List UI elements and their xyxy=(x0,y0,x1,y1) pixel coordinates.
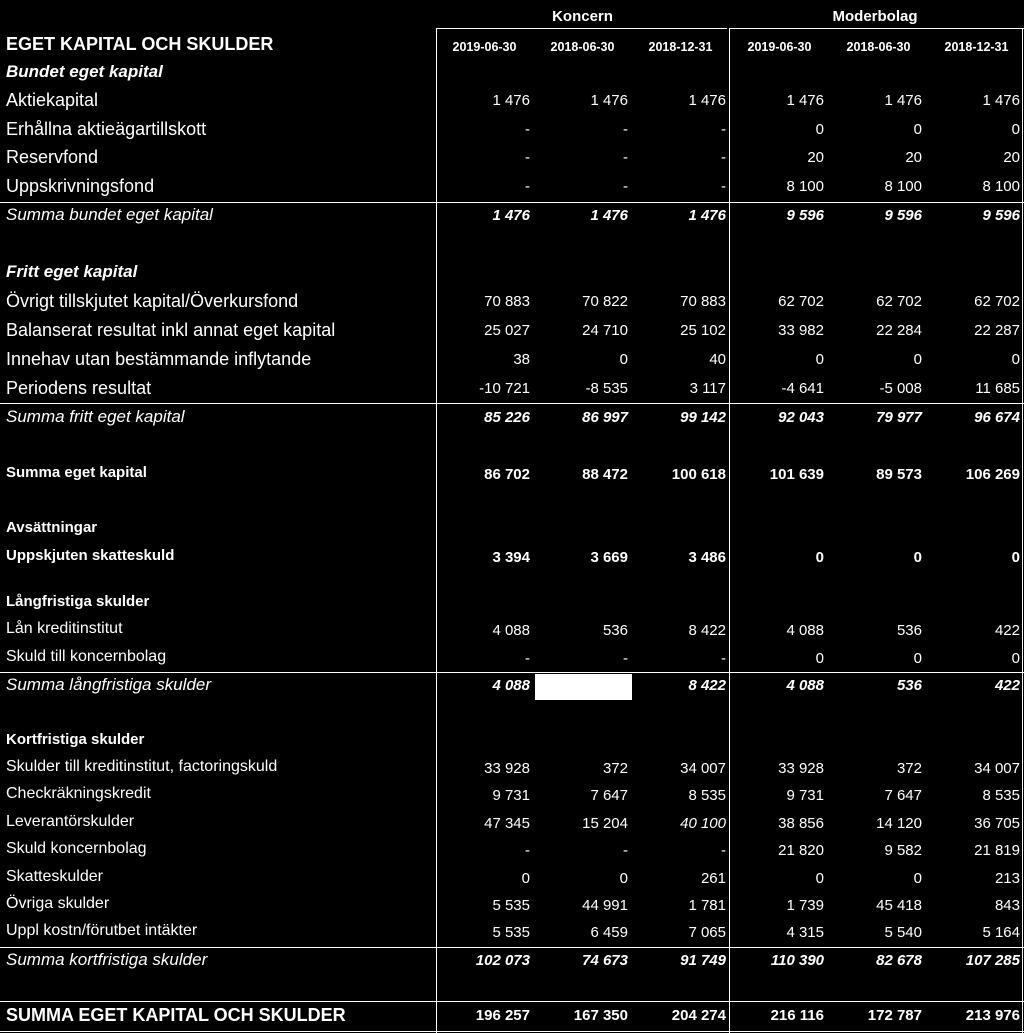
row-label: Kortfristiga skulder xyxy=(6,731,145,748)
row-value: 20 xyxy=(905,149,922,166)
row-value: 44 991 xyxy=(582,897,628,914)
row-value: 96 674 xyxy=(974,409,1020,426)
table-row xyxy=(0,893,1024,919)
row-value: 11 685 xyxy=(975,380,1020,397)
row-value: - xyxy=(721,149,726,166)
row-label: Reservfond xyxy=(6,147,99,167)
row-value: 70 822 xyxy=(582,293,628,310)
row-value: 86 702 xyxy=(484,466,530,483)
row-label: SUMMA EGET KAPITAL OCH SKULDER xyxy=(6,1005,346,1025)
table-row xyxy=(0,318,1024,346)
row-value: 36 705 xyxy=(974,815,1020,832)
table-row xyxy=(0,729,1024,753)
row-value: 213 976 xyxy=(965,1007,1020,1024)
row-value: 1 476 xyxy=(590,207,628,224)
table-title: EGET KAPITAL OCH SKULDER xyxy=(6,34,274,54)
subtotal-rule xyxy=(0,403,1024,404)
row-label: Övriga skulder xyxy=(6,895,110,912)
row-label: Summa långfristiga skulder xyxy=(6,675,212,694)
row-label: Summa kortfristiga skulder xyxy=(6,950,208,969)
row-value: 7 647 xyxy=(590,787,628,804)
grand-total-rule xyxy=(0,1031,1024,1032)
row-value: 33 928 xyxy=(778,760,824,777)
row-value: 85 226 xyxy=(484,409,530,426)
row-value: 536 xyxy=(896,677,922,694)
row-value: 0 xyxy=(815,351,824,368)
row-label: Summa eget kapital xyxy=(6,464,147,481)
row-value: 102 073 xyxy=(475,952,530,969)
row-value: 79 977 xyxy=(876,409,922,426)
row-label: Checkräkningskredit xyxy=(6,785,151,802)
row-value: 106 269 xyxy=(965,466,1020,483)
row-value: 213 xyxy=(994,870,1020,887)
row-value: 8 100 xyxy=(982,178,1020,195)
koncern-header-line xyxy=(437,28,727,29)
row-value: 21 819 xyxy=(974,842,1020,859)
table-row xyxy=(0,920,1024,946)
group-header-koncern: Koncern xyxy=(552,8,613,25)
row-value: 4 315 xyxy=(786,924,824,941)
row-value: 89 573 xyxy=(876,466,922,483)
moderbolag-header-line xyxy=(730,28,1024,29)
row-value: - xyxy=(721,121,726,138)
row-value: - xyxy=(623,121,628,138)
row-value: 20 xyxy=(807,149,824,166)
row-value: 4 088 xyxy=(492,677,530,694)
subtotal-rule xyxy=(0,672,1024,673)
row-value: 0 xyxy=(815,870,824,887)
row-value: 167 350 xyxy=(573,1007,628,1024)
row-value: - xyxy=(721,650,726,667)
row-value: 38 856 xyxy=(778,815,824,832)
table-row xyxy=(0,60,1024,86)
row-value: 20 xyxy=(1003,149,1020,166)
row-value: 21 820 xyxy=(778,842,824,859)
row-value: 8 100 xyxy=(884,178,922,195)
row-value: 0 xyxy=(913,870,922,887)
row-value: - xyxy=(721,178,726,195)
row-value: 4 088 xyxy=(786,677,824,694)
table-row xyxy=(0,783,1024,809)
table-row xyxy=(0,646,1024,672)
row-value: 5 535 xyxy=(492,924,530,941)
date-header-1: 2019-06-30 xyxy=(452,40,517,54)
row-value: 0 xyxy=(619,351,628,368)
row-value: - xyxy=(525,121,530,138)
row-value: 0 xyxy=(1011,549,1020,566)
table-row xyxy=(0,347,1024,375)
row-label: Balanserat resultat inkl annat eget kapital xyxy=(6,320,336,340)
row-value: 0 xyxy=(619,870,628,887)
table-row xyxy=(0,838,1024,864)
row-label: Bundet eget kapital xyxy=(6,62,163,81)
row-value: 372 xyxy=(602,760,628,777)
row-value: 5 540 xyxy=(884,924,922,941)
date-header-4: 2019-06-30 xyxy=(747,40,812,54)
row-value: 422 xyxy=(994,677,1020,694)
row-value: 261 xyxy=(700,870,726,887)
row-value: 0 xyxy=(521,870,530,887)
table-row xyxy=(0,203,1024,231)
row-value: 8 422 xyxy=(688,677,726,694)
row-value: 91 749 xyxy=(680,952,726,969)
row-value: 8 535 xyxy=(688,787,726,804)
table-row xyxy=(0,145,1024,173)
table-row xyxy=(0,174,1024,202)
row-value: 8 100 xyxy=(786,178,824,195)
row-value: 88 472 xyxy=(582,466,628,483)
row-label: Uppl kostn/förutbet intäkter xyxy=(6,922,198,939)
table-row xyxy=(0,866,1024,892)
row-value: 1 476 xyxy=(884,92,922,109)
row-value: 74 673 xyxy=(582,952,628,969)
row-value: 9 731 xyxy=(492,787,530,804)
table-row xyxy=(0,545,1024,571)
row-value: 1 781 xyxy=(688,897,726,914)
row-value: - xyxy=(525,149,530,166)
row-value: 0 xyxy=(1011,121,1020,138)
row-value: 82 678 xyxy=(876,952,922,969)
row-value: 24 710 xyxy=(582,322,628,339)
row-value: 1 476 xyxy=(982,92,1020,109)
row-value: 9 582 xyxy=(884,842,922,859)
row-value: -8 535 xyxy=(585,380,628,397)
table-row xyxy=(0,117,1024,145)
row-value: 0 xyxy=(1011,351,1020,368)
table-row xyxy=(0,405,1024,433)
row-value: 62 702 xyxy=(876,293,922,310)
row-value: - xyxy=(623,149,628,166)
row-value: 107 285 xyxy=(965,952,1020,969)
row-label: Periodens resultat xyxy=(6,378,152,398)
row-label: Avsättningar xyxy=(6,519,98,536)
row-value: 47 345 xyxy=(484,815,530,832)
row-value: 204 274 xyxy=(671,1007,726,1024)
row-value: 38 xyxy=(513,351,530,368)
table-row xyxy=(0,462,1024,488)
row-value: 33 982 xyxy=(778,322,824,339)
table-row xyxy=(0,260,1024,286)
row-value: 216 116 xyxy=(770,1007,824,1024)
row-value: 1 739 xyxy=(786,897,824,914)
row-value: 9 596 xyxy=(786,207,824,224)
row-value: -5 008 xyxy=(879,380,922,397)
blank-cell xyxy=(535,674,632,700)
row-label: Innehav utan bestämmande inflytande xyxy=(6,349,312,369)
row-value: 22 287 xyxy=(974,322,1020,339)
row-value: 110 390 xyxy=(770,952,824,969)
row-value: 0 xyxy=(913,549,922,566)
row-label: Fritt eget kapital xyxy=(6,262,138,281)
row-value: - xyxy=(721,842,726,859)
row-value: 14 120 xyxy=(876,815,922,832)
row-value: 62 702 xyxy=(974,293,1020,310)
table-row xyxy=(0,376,1024,404)
row-value: 4 088 xyxy=(492,622,530,639)
row-label: Summa fritt eget kapital xyxy=(6,407,185,426)
row-value: - xyxy=(525,650,530,667)
row-value: 5 164 xyxy=(982,924,1020,941)
row-value: -10 721 xyxy=(479,380,530,397)
row-value: -4 641 xyxy=(781,380,824,397)
row-value: 1 476 xyxy=(590,92,628,109)
row-value: 0 xyxy=(1011,650,1020,667)
row-value: 25 102 xyxy=(680,322,726,339)
row-label: Lån kreditinstitut xyxy=(6,620,123,637)
row-value: 99 142 xyxy=(680,409,726,426)
row-value: 33 928 xyxy=(484,760,530,777)
row-value: 372 xyxy=(896,760,922,777)
row-value: - xyxy=(623,178,628,195)
row-value: 1 476 xyxy=(492,207,530,224)
row-value: 62 702 xyxy=(778,293,824,310)
row-label: Uppskrivningsfond xyxy=(6,176,155,196)
date-header-6: 2018-12-31 xyxy=(944,40,1009,54)
row-value: 3 394 xyxy=(492,549,530,566)
row-value: 0 xyxy=(815,549,824,566)
row-value: 15 204 xyxy=(582,815,628,832)
row-value: 22 284 xyxy=(876,322,922,339)
row-value: 0 xyxy=(815,650,824,667)
row-value: - xyxy=(525,178,530,195)
row-value: 25 027 xyxy=(484,322,530,339)
row-label: Skatteskulder xyxy=(6,868,103,885)
row-value: 843 xyxy=(994,897,1020,914)
date-header-3: 2018-12-31 xyxy=(648,40,713,54)
row-value: 0 xyxy=(913,121,922,138)
subtotal-rule xyxy=(0,202,1024,203)
date-header-2: 2018-06-30 xyxy=(550,40,615,54)
row-value: 3 117 xyxy=(689,380,726,397)
table-row xyxy=(0,756,1024,782)
row-value: 1 476 xyxy=(688,92,726,109)
row-value: 101 639 xyxy=(769,466,824,483)
table-row xyxy=(0,811,1024,837)
row-value: 34 007 xyxy=(974,760,1020,777)
row-value: 1 476 xyxy=(492,92,530,109)
row-value: 40 xyxy=(709,351,726,368)
row-value: 7 065 xyxy=(688,924,726,941)
row-value: 9 731 xyxy=(786,787,824,804)
row-value: - xyxy=(623,842,628,859)
row-value: 3 486 xyxy=(688,549,726,566)
row-value: 8 422 xyxy=(688,622,726,639)
row-value: 1 476 xyxy=(688,207,726,224)
row-value: 100 618 xyxy=(671,466,726,483)
row-value: 6 459 xyxy=(590,924,628,941)
row-value: 9 596 xyxy=(884,207,922,224)
row-label: Skuld koncernbolag xyxy=(6,840,147,857)
row-value: 196 257 xyxy=(475,1007,530,1024)
table-row xyxy=(0,517,1024,541)
row-label: Erhållna aktieägartillskott xyxy=(6,119,207,139)
row-value: 40 100 xyxy=(680,815,726,832)
row-label: Långfristiga skulder xyxy=(6,593,150,610)
row-label: Summa bundet eget kapital xyxy=(6,205,213,224)
group-header-moderbolag: Moderbolag xyxy=(832,8,918,25)
row-value: 34 007 xyxy=(680,760,726,777)
row-value: 4 088 xyxy=(786,622,824,639)
grand-total-rule xyxy=(0,1001,1024,1002)
row-value: 92 043 xyxy=(778,409,824,426)
row-value: 536 xyxy=(896,622,922,639)
row-value: 70 883 xyxy=(484,293,530,310)
row-value: 45 418 xyxy=(876,897,922,914)
row-value: 86 997 xyxy=(582,409,628,426)
table-row xyxy=(0,289,1024,317)
row-label: Övrigt tillskjutet kapital/Överkursfond xyxy=(6,291,299,311)
row-value: 3 669 xyxy=(590,549,628,566)
row-label: Leverantörskulder xyxy=(6,813,135,830)
row-value: 1 476 xyxy=(786,92,824,109)
row-value: 8 535 xyxy=(982,787,1020,804)
table-row xyxy=(0,673,1024,699)
row-label: Aktiekapital xyxy=(6,90,99,110)
row-value: 422 xyxy=(994,622,1020,639)
row-value: 0 xyxy=(815,121,824,138)
row-value: - xyxy=(525,842,530,859)
table-row xyxy=(0,88,1024,116)
row-value: 0 xyxy=(913,351,922,368)
row-value: - xyxy=(623,650,628,667)
table-row xyxy=(0,1003,1024,1031)
table-row xyxy=(0,948,1024,974)
date-header-5: 2018-06-30 xyxy=(846,40,911,54)
row-value: 172 787 xyxy=(867,1007,922,1024)
row-value: 9 596 xyxy=(982,207,1020,224)
row-label: Skuld till koncernbolag xyxy=(6,648,167,665)
row-value: 5 535 xyxy=(492,897,530,914)
row-value: 70 883 xyxy=(680,293,726,310)
row-value: 536 xyxy=(602,622,628,639)
subtotal-rule xyxy=(0,947,1024,948)
table-row xyxy=(0,618,1024,644)
row-label: Uppskjuten skatteskuld xyxy=(6,547,175,564)
table-row xyxy=(0,591,1024,615)
row-value: 0 xyxy=(913,650,922,667)
row-value: 7 647 xyxy=(884,787,922,804)
row-label: Skulder till kreditinstitut, factoringskuld xyxy=(6,758,278,775)
